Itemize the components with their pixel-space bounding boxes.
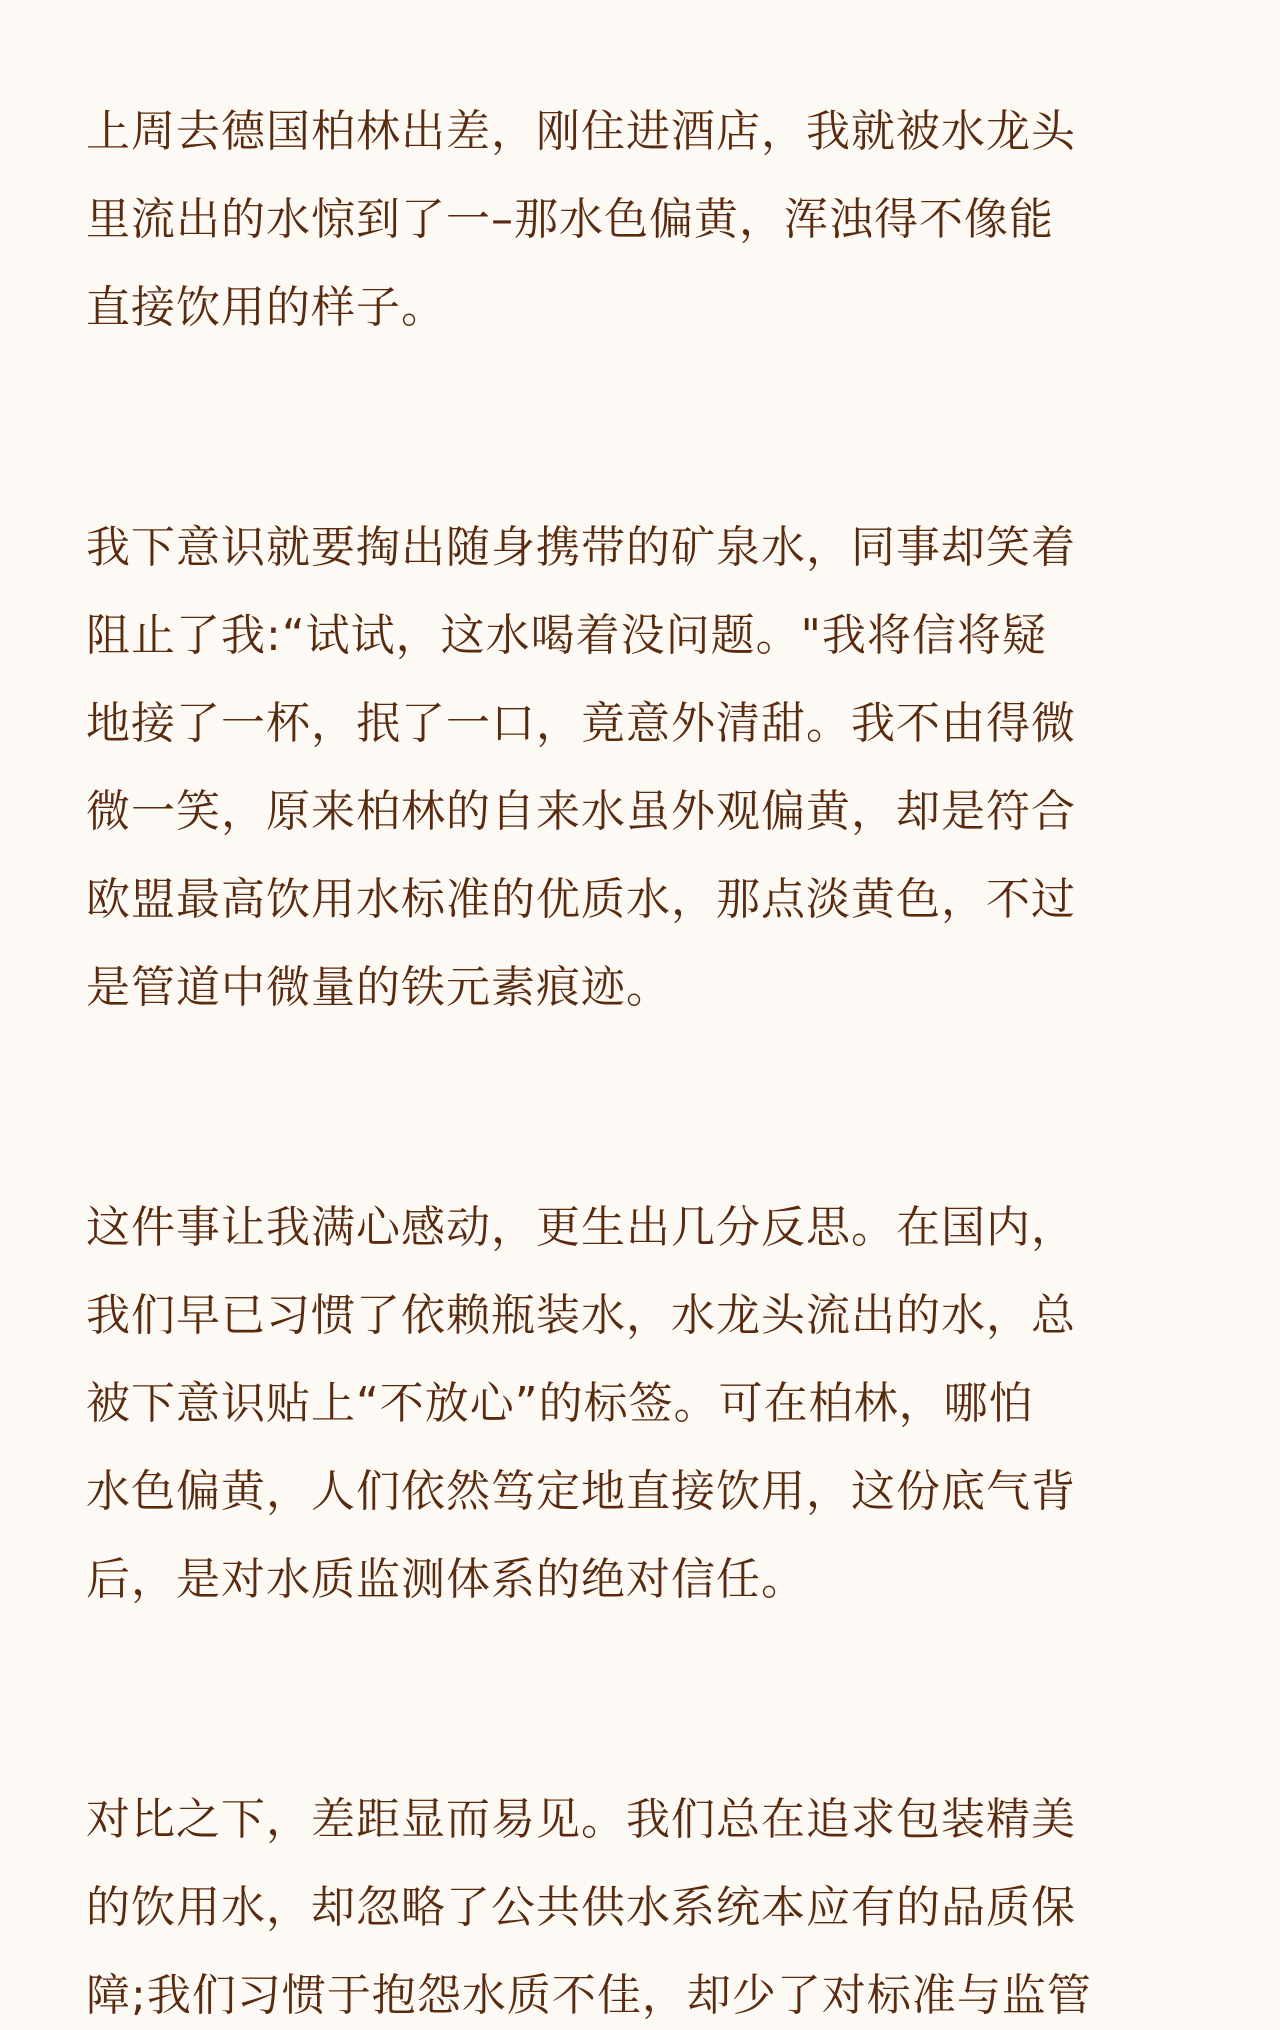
paragraph-3 [86, 1184, 1196, 1624]
paragraph-1 [86, 88, 1196, 352]
paragraph-line: 被下意识贴上“不放心”的标签。可在柏林，哪怕 [86, 1378, 1034, 1429]
paragraph-line: 的饮用水，却忽略了公共供水系统本应有的品质保 [86, 1882, 1076, 1933]
paragraph-line: 上周去德国柏林出差，刚住进酒店，我就被水龙头 [86, 106, 1076, 157]
paragraph-2 [86, 504, 1196, 1032]
paragraph-line: 这件事让我满心感动，更生出几分反思。在国内， [86, 1202, 1076, 1253]
paragraph-4 [86, 1776, 1196, 2030]
paragraph-line: 是管道中微量的铁元素痕迹。 [86, 962, 671, 1013]
article-body [86, 88, 1196, 2030]
paragraph-line: 对比之下，差距显而易见。我们总在追求包装精美 [86, 1794, 1076, 1845]
paragraph-line: 地接了一杯，抿了一口，竟意外清甜。我不由得微 [86, 698, 1076, 749]
paragraph-line: 微一笑，原来柏林的自来水虽外观偏黄，却是符合 [86, 786, 1076, 837]
paragraph-line: 里流出的水惊到了一–那水色偏黄，浑浊得不像能 [86, 194, 1054, 245]
paragraph-line: 直接饮用的样子。 [86, 282, 446, 333]
paragraph-line: 我们早已习惯了依赖瓶装水，水龙头流出的水，总 [86, 1290, 1076, 1341]
paragraph-line: 欧盟最高饮用水标准的优质水，那点淡黄色，不过 [86, 874, 1076, 925]
paragraph-line: 我下意识就要掏出随身携带的矿泉水，同事却笑着 [86, 522, 1076, 573]
paragraph-line: 后，是对水质监测体系的绝对信任。 [86, 1554, 806, 1605]
paragraph-line: 水色偏黄，人们依然笃定地直接饮用，这份底气背 [86, 1466, 1076, 1517]
paragraph-line: 障;我们习惯于抱怨水质不佳，却少了对标准与监管 [86, 1970, 1092, 2021]
paragraph-line: 阻止了我:“试试，这水喝着没问题。"我将信将疑 [86, 610, 1047, 661]
